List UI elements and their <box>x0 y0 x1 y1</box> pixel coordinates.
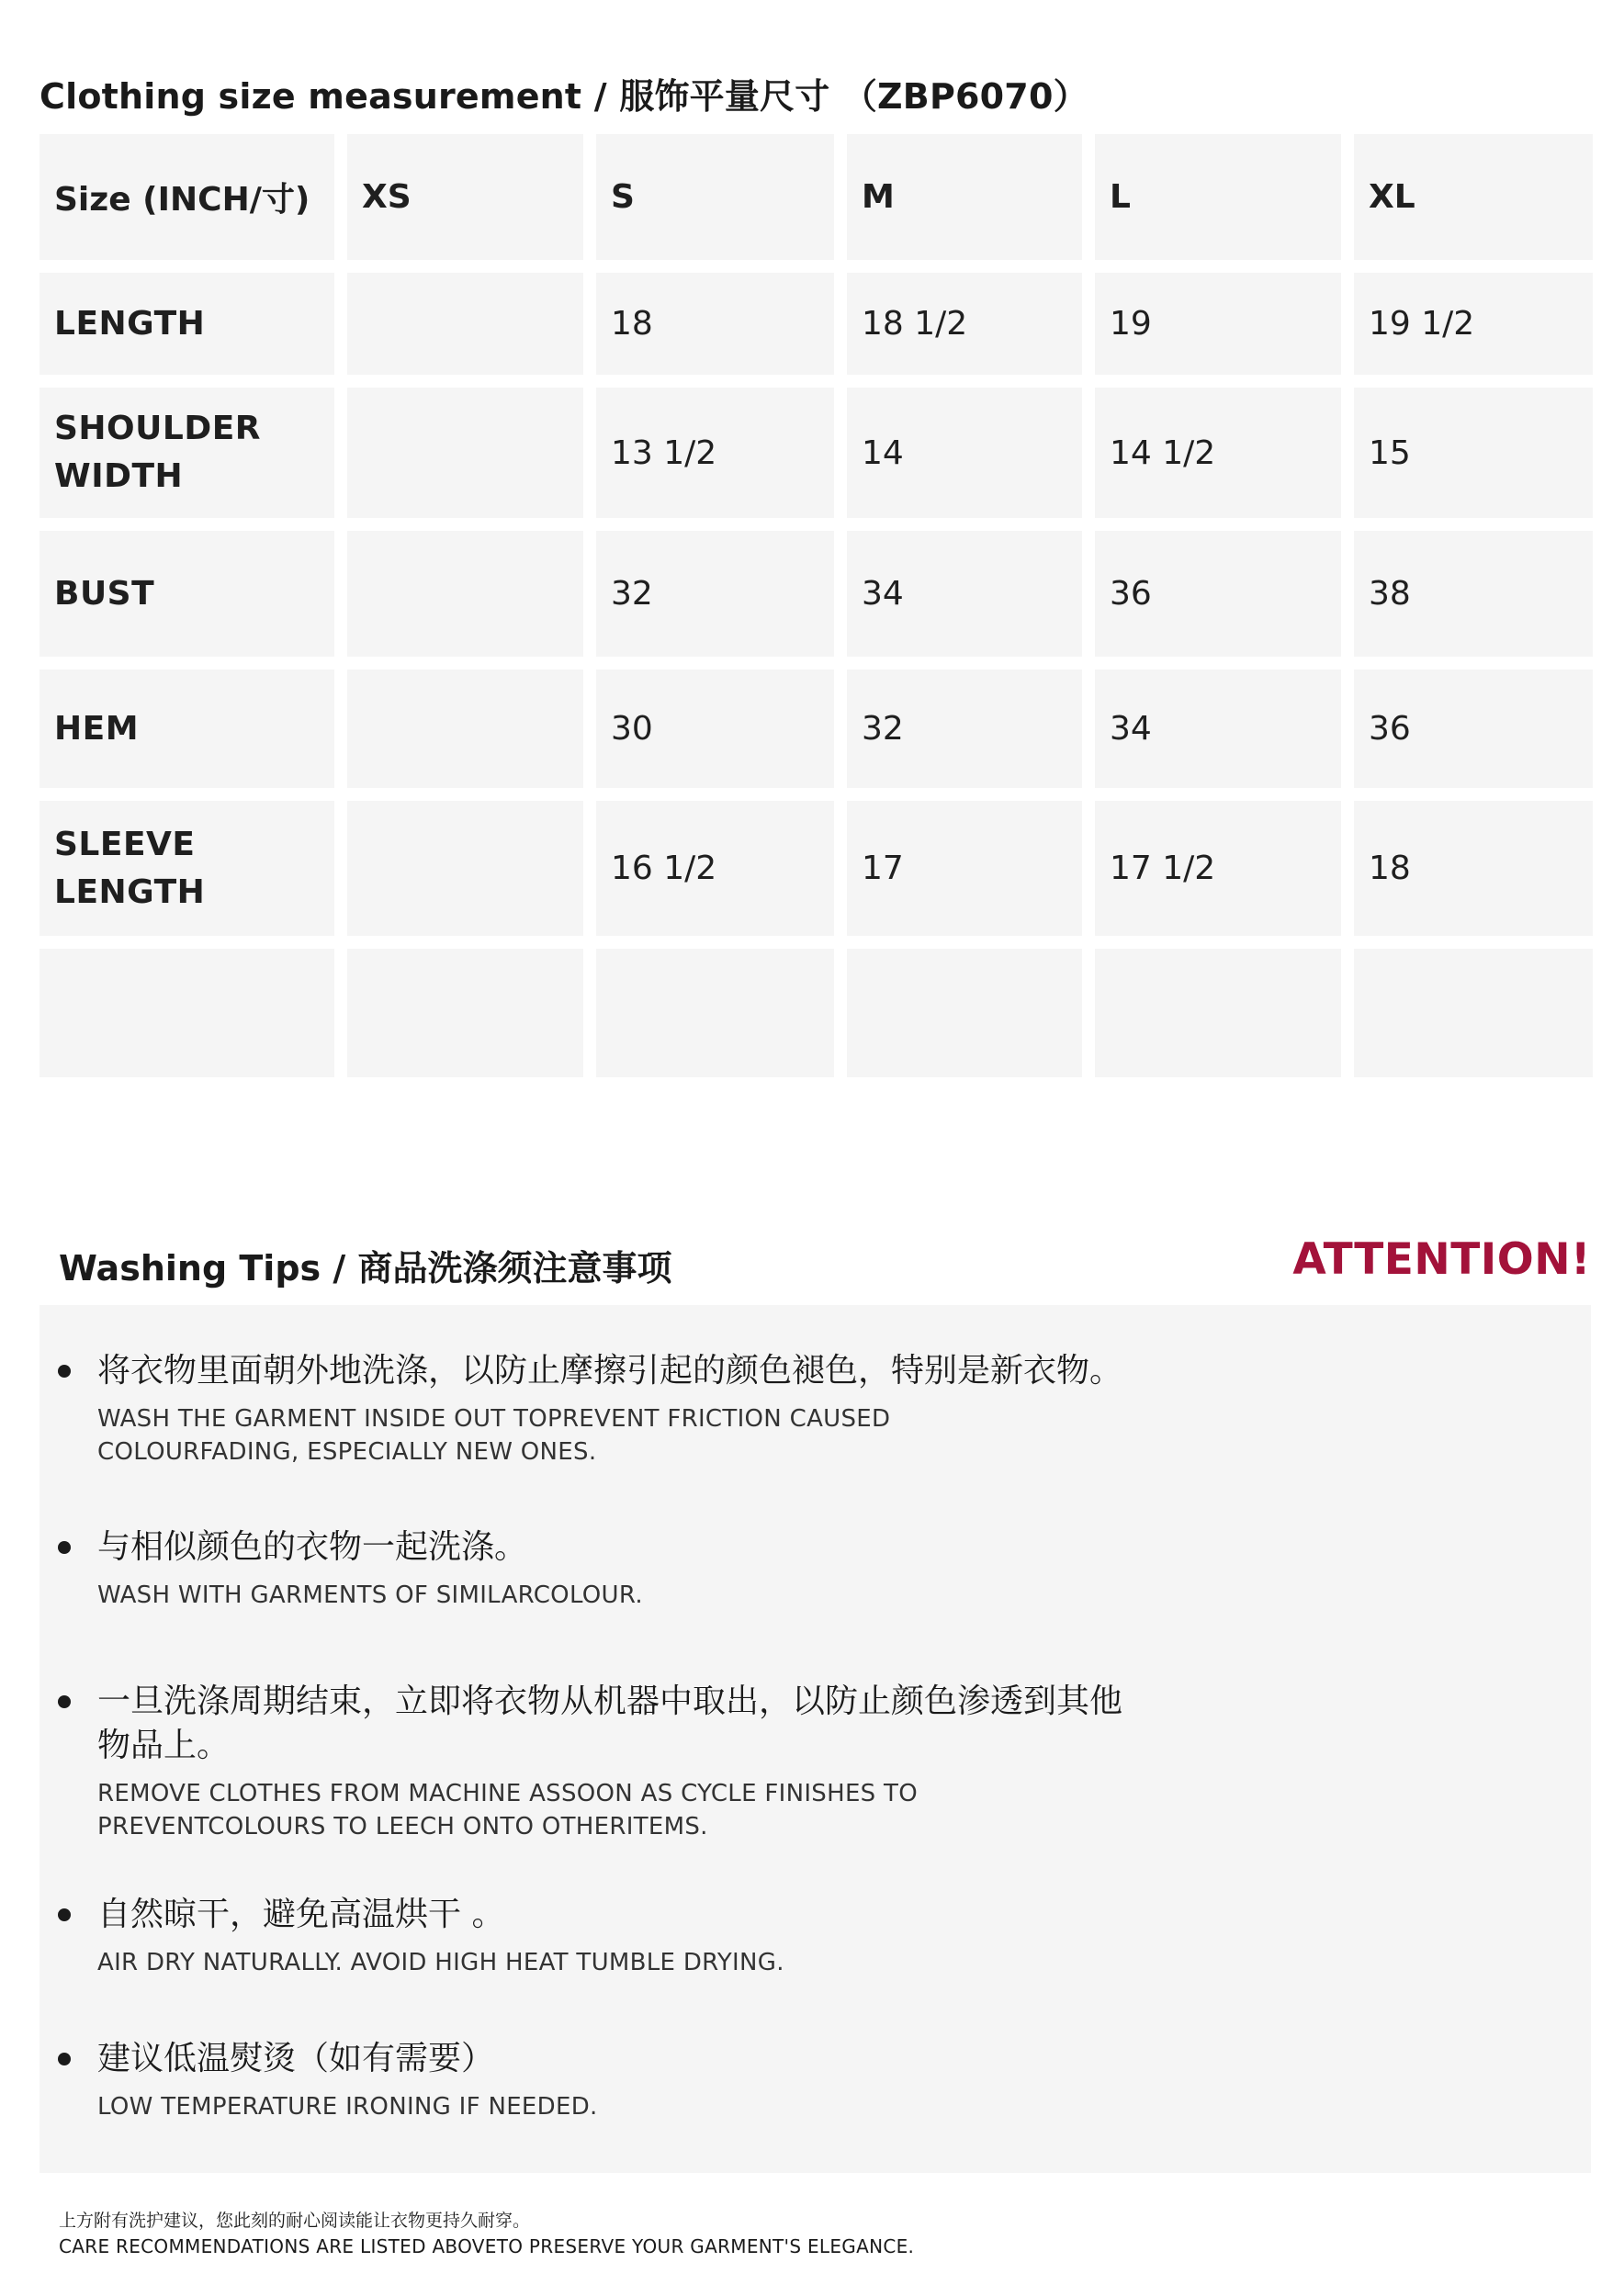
size-value-cell: 18 1/2 <box>847 273 1082 375</box>
washing-tip-cn-line: 建议低温熨烫（如有需要） <box>97 2040 495 2077</box>
size-value-cell: 17 1/2 <box>1095 801 1341 936</box>
washing-tip-en-line: WASH WITH GARMENTS OF SIMILARCOLOUR. <box>97 1581 643 1609</box>
washing-tip-item <box>58 1680 1215 1843</box>
size-row-label <box>39 531 334 657</box>
size-value-cell: 14 1/2 <box>1095 388 1341 518</box>
washing-tip-item <box>58 1893 1215 1979</box>
attention-label: ATTENTION! <box>1292 1234 1591 1285</box>
bullet-icon <box>58 1541 71 1554</box>
size-value-cell <box>1354 949 1593 1077</box>
size-row-label <box>39 801 334 936</box>
bullet-icon <box>58 1908 71 1921</box>
size-value-cell: 15 <box>1354 388 1593 518</box>
washing-tip-cn <box>97 1525 1215 1570</box>
size-value-cell: 38 <box>1354 531 1593 657</box>
size-row-label <box>39 273 334 375</box>
size-row-label-text <box>54 705 139 753</box>
size-value-cell: 17 <box>847 801 1082 936</box>
size-row-label <box>39 670 334 788</box>
size-value-cell <box>347 388 583 518</box>
size-header-col: XS <box>347 134 583 260</box>
size-value-cell: 36 <box>1354 670 1593 788</box>
size-value-cell: 30 <box>596 670 834 788</box>
size-row-label-text <box>54 300 205 348</box>
size-row-label-line: LENGTH <box>54 872 206 911</box>
size-row-label-line: HEM <box>54 709 140 748</box>
size-row-label-text <box>54 405 261 501</box>
size-header-unit: Size (INCH/寸) <box>39 134 334 260</box>
size-value-cell: 18 <box>596 273 834 375</box>
washing-tip-cn-line: 将衣物里面朝外地洗涤，以防止摩擦引起的颜色褪色，特别是新衣物。 <box>97 1352 1123 1390</box>
size-value-cell: 14 <box>847 388 1082 518</box>
washing-tip-en-line: WASH THE GARMENT INSIDE OUT TOPREVENT FRICTION CAUSED <box>97 1405 891 1433</box>
size-row-label-line: LENGTH <box>54 304 206 343</box>
size-value-cell: 34 <box>847 531 1082 657</box>
size-table <box>39 134 1591 1077</box>
footer-note-en: CARE RECOMMENDATIONS ARE LISTED ABOVETO PRESERVE YOUR GARMENT'S ELEGANCE. <box>59 2235 915 2257</box>
size-row-label-text <box>54 821 205 917</box>
size-value-cell <box>1095 949 1341 1077</box>
size-value-cell: 19 1/2 <box>1354 273 1593 375</box>
size-value-cell <box>347 670 583 788</box>
footer-note-cn: 上方附有洗护建议，您此刻的耐心阅读能让衣物更持久耐穿。 <box>59 2211 531 2231</box>
size-header-col: S <box>596 134 834 260</box>
washing-tip-en-line: LOW TEMPERATURE IRONING IF NEEDED. <box>97 2093 598 2121</box>
washing-tip-cn-line: 自然晾干，避免高温烘干 。 <box>97 1896 505 1933</box>
washing-tip-cn <box>97 1893 1215 1937</box>
washing-tip-en-line: REMOVE CLOTHES FROM MACHINE ASSOON AS CYCLE FINISHES TO <box>97 1780 918 1807</box>
size-value-cell: 16 1/2 <box>596 801 834 936</box>
size-header-col: L <box>1095 134 1341 260</box>
size-value-cell <box>596 949 834 1077</box>
size-row-label-line: SLEEVE <box>54 825 196 863</box>
size-row-label-line: WIDTH <box>54 457 184 495</box>
bullet-icon <box>58 1695 71 1708</box>
size-value-cell <box>347 273 583 375</box>
size-value-cell: 34 <box>1095 670 1341 788</box>
size-value-cell: 18 <box>1354 801 1593 936</box>
size-value-cell: 19 <box>1095 273 1341 375</box>
size-value-cell <box>347 949 583 1077</box>
washing-tip-en-line: AIR DRY NATURALLY. AVOID HIGH HEAT TUMBLE DRYING. <box>97 1949 784 1976</box>
washing-tip-cn <box>97 1349 1215 1393</box>
footer-note <box>59 2208 914 2259</box>
size-row-label-line: BUST <box>54 574 155 613</box>
washing-tip-en <box>97 1579 1215 1612</box>
size-value-cell <box>847 949 1082 1077</box>
bullet-icon <box>58 1365 71 1378</box>
washing-tip-cn <box>97 2037 1215 2081</box>
washing-tips-title: Washing Tips / 商品洗涤须注意事项 <box>59 1248 672 1289</box>
washing-tip-en <box>97 1777 1215 1843</box>
washing-tip-cn <box>97 1680 1215 1768</box>
bullet-icon <box>58 2053 71 2065</box>
washing-tip-en <box>97 1946 1215 1979</box>
size-value-cell <box>347 801 583 936</box>
size-chart-title: Clothing size measurement / 服饰平量尺寸 （ZBP6070） <box>39 76 1088 117</box>
size-value-cell: 32 <box>847 670 1082 788</box>
washing-tip-item <box>58 1349 1215 1469</box>
washing-tip-item <box>58 1525 1215 1612</box>
size-value-cell: 36 <box>1095 531 1341 657</box>
size-row-label-line: SHOULDER <box>54 410 262 447</box>
washing-tip-cn-line: 物品上。 <box>97 1727 231 1764</box>
size-row-label <box>39 949 334 1077</box>
size-header-col: M <box>847 134 1082 260</box>
size-value-cell: 32 <box>596 531 834 657</box>
washing-tip-en <box>97 1402 1215 1469</box>
washing-tips-panel <box>39 1305 1591 2173</box>
washing-tip-en-line: PREVENTCOLOURS TO LEECH ONTO OTHERITEMS. <box>97 1813 708 1840</box>
washing-tip-en-line: COLOURFADING, ESPECIALLY NEW ONES. <box>97 1438 597 1466</box>
washing-tip-cn-line: 与相似颜色的衣物一起洗涤。 <box>97 1528 528 1566</box>
size-header-col: XL <box>1354 134 1593 260</box>
washing-tip-item <box>58 2037 1215 2123</box>
size-value-cell <box>347 531 583 657</box>
size-row-label <box>39 388 334 518</box>
washing-tip-en <box>97 2090 1215 2123</box>
size-value-cell: 13 1/2 <box>596 388 834 518</box>
size-row-label-text <box>54 570 154 618</box>
washing-tip-cn-line: 一旦洗涤周期结束，立即将衣物从机器中取出，以防止颜色渗透到其他 <box>97 1683 1123 1720</box>
